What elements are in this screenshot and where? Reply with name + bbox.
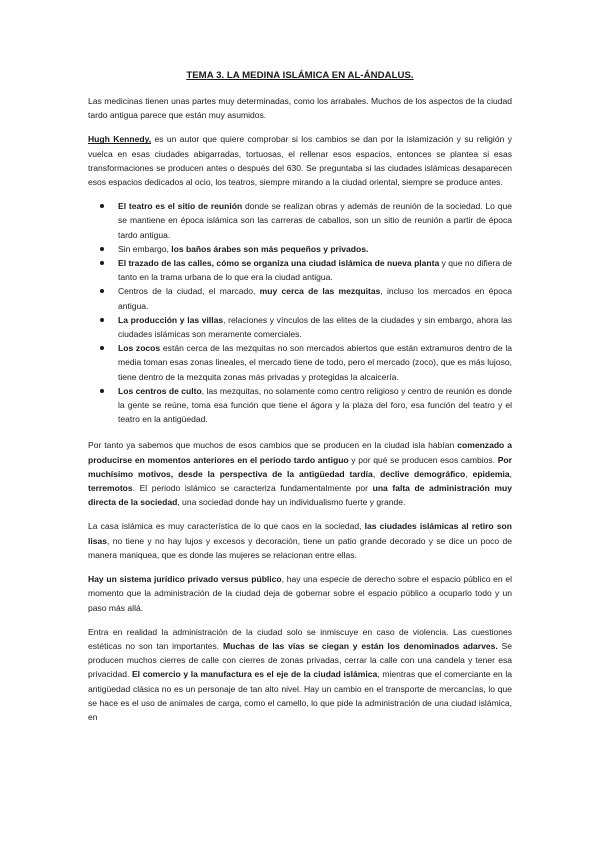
changes-paragraph: Por tanto ya sabemos que muchos de esos cambios que se producen en la ciudad isla habían comenzado a producirse en momentos anteriores en el período tardo antiguo y por qué se producen esos cambios. Por muchísimo motivos, desde la perspectiva de la antigüedad tardía, declive demográfico, epidemia, terremotos. El periodo islámico se caracteriza fundamentalmente por una falta de administración muy directa de la sociedad, una sociedad donde hay un individualismo fuerte y grande. [88, 440, 513, 508]
intro-paragraph: Las medicinas tienen unas partes muy determinadas, como los arrabales. Muchos de los aspectos de la ciudad tardo antigua parece que están muy asumidos. [88, 96, 512, 121]
author-name: Hugh Kennedy, [88, 134, 152, 145]
legal-system-paragraph: Hay un sistema jurídico privado versus público, hay una especie de derecho sobre el espacio público en el momento que la administración de la ciudad deja de gobernar sobre el espacio público a ocuparlo todo y un paso más allá. [88, 574, 513, 613]
kennedy-text: es un autor que quiere comprobar si los cambios se dan por la islamización y su religión y vuelca en esas ciudades abigarradas, tortuosas, el rellenar esos espacios, entonces se plantea si esas transformaciones se producen antes o después del 630. Se preguntaba si las ciudades islámicas desaparecen esos espacios dedicados al ocio, los teatros, siempre mirando a la ciudad oriental, siempre se produce antes. [88, 134, 513, 188]
bullet-item: Sin embargo, los baños árabes son más pequeños y privados. [118, 242, 512, 256]
bullet-item: Los centros de culto, las mezquitas, no solamente como centro religioso y centro de reunión es donde la gente se reúne, toma esa función que tiene el ágora y la plaza del foro, esa función del teatro y el teatro en la antigüedad. [118, 384, 512, 427]
bullet-list [88, 199, 512, 426]
bullet-item: Los zocos están cerca de las mezquitas no son mercados abiertos que están extramuros dentro de la media toman esas zonas lineales, el mercado tiene de todo, pero el mercado (zoco), que es más lujoso, tiene dentro de la mezquita zonas más privadas y protegidas la alcaicería. [118, 341, 512, 384]
kennedy-paragraph [88, 132, 512, 189]
document-title: TEMA 3. LA MEDINA ISLÁMICA EN AL-ÁNDALUS. [186, 70, 414, 81]
bullet-item: Centros de la ciudad, el marcado, muy cerca de las mezquitas, incluso los mercados en época antigua. [118, 284, 512, 312]
house-paragraph: La casa islámica es muy característica de lo que caos en la sociedad, las ciudades islámicas al retiro son lisas, no tiene y no hay lujos y excesos y decoración, tiene un patio grande decorado y se dice un poco de manera maniquea, que es donde las mujeres se relacionan entre ellas. [88, 521, 512, 560]
bullet-item: El teatro es el sitio de reunión donde se realizan obras y además de reunión de la sociedad. Lo que se mantiene en época islámica son las carreras de caballos, son un sitio de reunión a partir de época tardo antigua. [118, 199, 512, 242]
bullet-item: La producción y las villas, relaciones y vínculos de las elites de la ciudades y sin embargo, ahora las ciudades islámicas son meramente comerciales. [118, 313, 512, 341]
administration-paragraph: Entra en realidad la administración de la ciudad solo se inmiscuye en caso de violencia. Las cuestiones estéticas no son tan importantes. Muchas de las vías se ciegan y están los denominados adarves. Se producen muchos cierres de calle con cierres de zonas privadas, cerrar la calle con una candela y tener esa privacidad. El comercio y la manufactura es el eje de la ciudad islámica, mientras que el comerciante en la antigüedad clásica no es un personaje de tan alto nivel. Hay un cambio en el transporte de mercancías, lo que se hace es el uso de animales de carga, como el camello, lo que pide la administración de una ciudad islámica, en [88, 626, 512, 722]
bullet-item: El trazado de las calles, cómo se organiza una ciudad islámica de nueva planta y que no difiera de tanto en la trama urbana de lo que era la ciudad antigua. [118, 256, 512, 284]
